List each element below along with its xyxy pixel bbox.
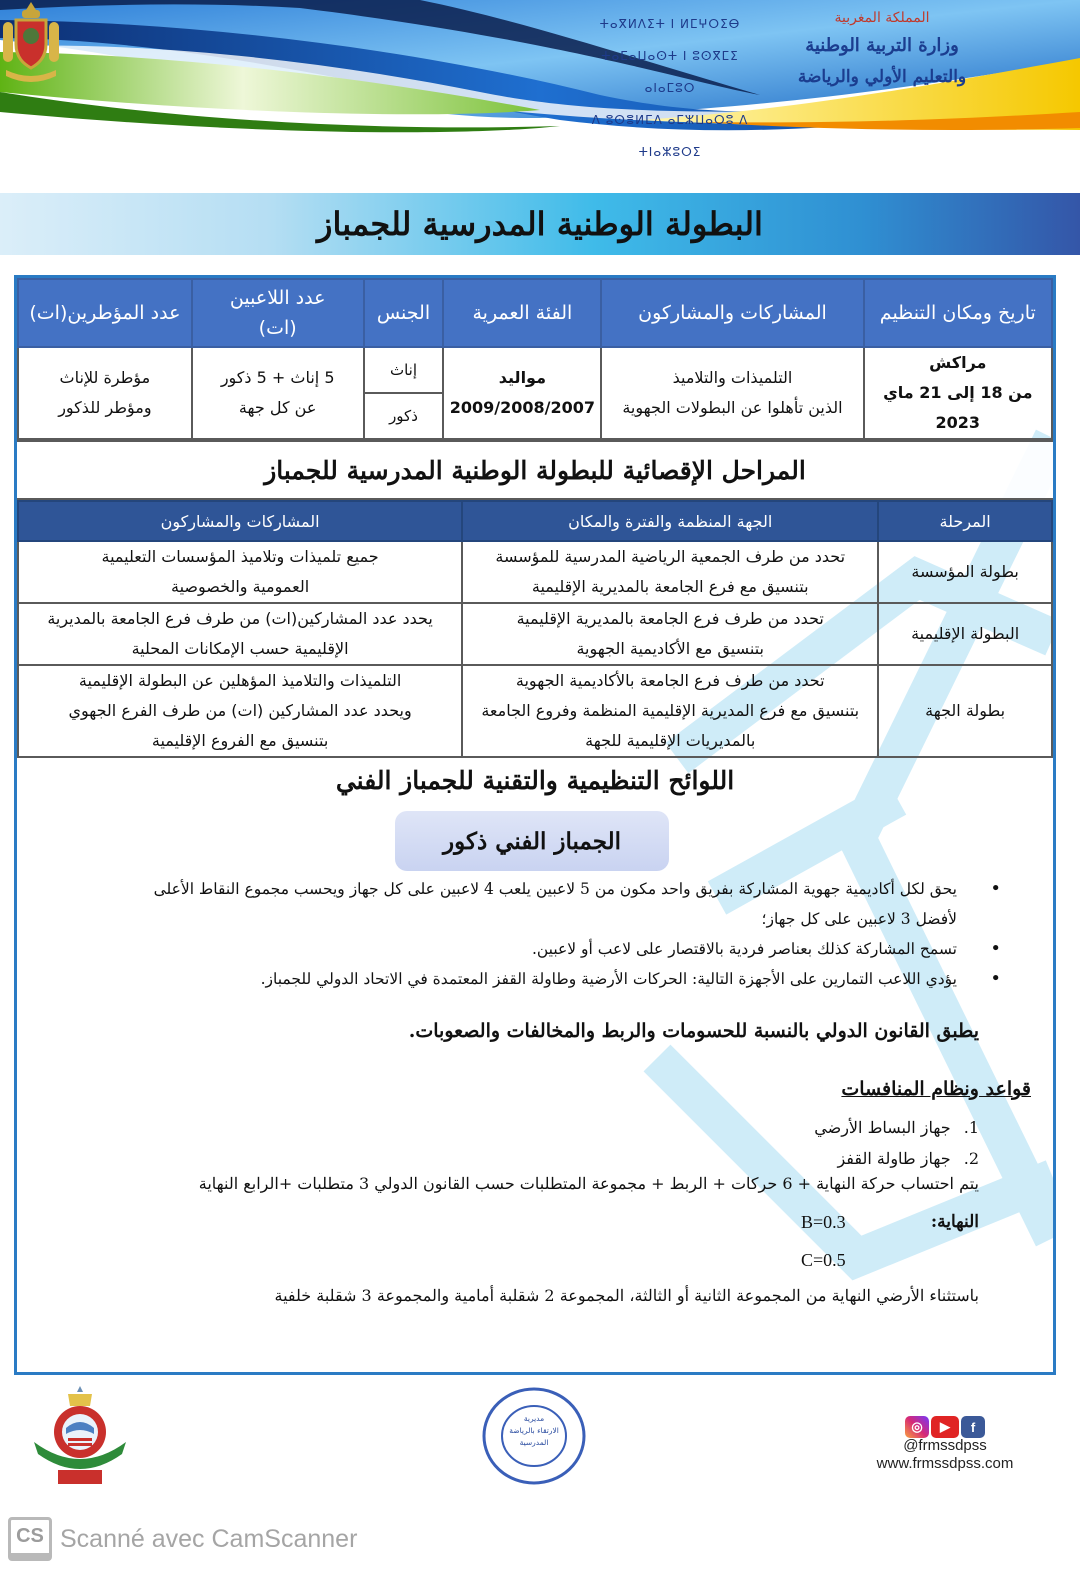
stage-name: البطولة الإقليمية <box>878 603 1052 665</box>
ending-label: النهاية: <box>930 1212 979 1232</box>
rules-bullet-list <box>61 874 961 994</box>
stage-participants <box>18 603 462 665</box>
rules-bullet <box>61 964 961 994</box>
apparatus-label: جهاز البساط الأرضي <box>814 1118 951 1137</box>
tifinagh-line: ⵜⴰⴳⵍⴷⵉⵜ ⵏ ⵍⵎⵖⵔⵉⴱ <box>599 17 741 31</box>
participants-line: الذين تأهلوا عن البطولات الجهوية <box>622 398 843 417</box>
stage-organizer <box>462 665 878 757</box>
tifinagh-line: ⵜⴰⵎⴰⵡⴰⵙⵜ ⵏ ⵓⵙⴳⵎⵉ ⴰⵏⴰⵎⵓⵔ <box>601 49 739 95</box>
participants-line: العمومية والخصوصية <box>171 577 310 596</box>
apparatus-label: جهاز طاولة القفز <box>837 1149 951 1168</box>
youtube-icon[interactable]: ▶ <box>931 1416 959 1438</box>
camscanner-logo-icon: CS <box>8 1517 52 1561</box>
social-block <box>870 1416 1020 1474</box>
table-row <box>18 347 1052 393</box>
stage-organizer <box>462 541 878 603</box>
instagram-icon[interactable]: ◎ <box>905 1416 929 1438</box>
ministry-name-tifinagh <box>590 8 750 168</box>
rules-subtitle-badge: الجمباز الفني ذكور <box>395 811 669 871</box>
website-link[interactable]: www.frmssdpss.com <box>876 1455 1014 1472</box>
info-table <box>17 278 1053 440</box>
morocco-coat-of-arms-icon <box>0 0 62 84</box>
date-text: من 18 إلى 21 ماي 2023 <box>883 383 1033 432</box>
stage-name: بطولة الجهة <box>878 665 1052 757</box>
players-line: عن كل جهة <box>238 398 317 417</box>
cell-gender-male: ذكور <box>364 393 444 439</box>
participants-line: يحدد عدد المشاركين(ات) من طرف فرع الجامعة بالمديرية <box>47 609 433 628</box>
col-header-age-group: الفئة العمرية <box>443 279 601 347</box>
stage-organizer <box>462 603 878 665</box>
international-law-note: يطبق القانون الدولي بالنسبة للحسومات والربط والمخالفات والصعوبات. <box>408 1020 979 1042</box>
apparatus-item <box>814 1143 979 1174</box>
col-header-stage: المرحلة <box>878 501 1052 541</box>
organizer-line: تحدد من طرف فرع الجامعة بالمديرية الإقليمية <box>516 609 824 628</box>
table-row <box>18 603 1052 665</box>
organizer-line: بتنسيق مع الأكاديمية الجهوية <box>576 639 764 658</box>
bullet-line: • يؤدي اللاعب التمارين على الأجهزة التالية: الحركات الأرضية وطاولة القفز المعتمدة في الاتحاد الدولي للجمباز. <box>260 970 957 988</box>
social-icons <box>870 1416 1020 1438</box>
page-title: البطولة الوطنية المدرسية للجمباز <box>317 205 763 243</box>
col-header-participants: المشاركات والمشاركون <box>601 279 863 347</box>
col-header-players: عدد اللاعبين (ات) <box>192 279 364 347</box>
apparatus-list <box>814 1112 979 1174</box>
info-table-header-row <box>18 279 1052 347</box>
seal-line: المدرسية <box>519 1438 549 1447</box>
bullet-line: • تسمح المشاركة كذلك بعناصر فردية بالاقتصار على لاعب أو لاعبين. <box>531 940 957 958</box>
stages-table <box>17 500 1053 758</box>
rules-bullet <box>61 874 961 934</box>
table-row <box>18 665 1052 757</box>
apparatus-number: 1. <box>963 1118 979 1137</box>
participants-line: التلميذات والتلاميذ المؤهلين عن البطولة الإقليمية <box>78 671 402 690</box>
apparatus-number: 2. <box>963 1149 979 1168</box>
table-row <box>18 541 1052 603</box>
directorate-seal <box>480 1385 588 1487</box>
federation-emblem-logo <box>30 1384 130 1488</box>
seal-text <box>502 1413 566 1449</box>
participants-line: ويحدد عدد المشاركين (ات) من طرف الفرع الجهوي <box>68 701 412 720</box>
ministry-name-arabic <box>792 6 972 92</box>
camscanner-watermark <box>8 1517 357 1561</box>
col-header-organizer: الجهة المنظمة والفترة والمكان <box>462 501 878 541</box>
city-text: مراكش <box>929 353 987 372</box>
cell-participants <box>601 347 863 439</box>
organizer-line: تحدد من طرف الجمعية الرياضية المدرسية للمؤسسة <box>495 547 846 566</box>
rules-bullet <box>61 934 961 964</box>
organizer-line: تحدد من طرف فرع الجامعة بالأكاديمية الجهوية <box>515 671 825 690</box>
social-handle[interactable]: @frmssdpss <box>903 1437 987 1454</box>
ending-value-c: C=0.5 <box>801 1250 846 1270</box>
seal-line: الارتقاء بالرياضة <box>509 1426 559 1435</box>
col-header-date-place: تاريخ ومكان التنظيم <box>864 279 1052 347</box>
birth-years: 2009/2008/2007 <box>449 398 596 417</box>
participants-line: التلميذات والتلاميذ <box>672 368 793 387</box>
stage-name: بطولة المؤسسة <box>878 541 1052 603</box>
organizer-line: بتنسيق مع فرع المديرية الإقليمية المنظمة وفروع الجامعة <box>481 701 860 720</box>
bullet-line: • يحق لكل أكاديمية جهوية المشاركة بفريق واحد مكون من 5 لاعبين يلعب 4 لاعبين على كل جهاز ويحسب مجموع النقاط الأعلى <box>153 880 957 898</box>
participants-line: الإقليمية حسب الإمكانات المحلية <box>131 639 349 658</box>
cell-age-group <box>443 347 601 439</box>
cell-coaches <box>18 347 192 439</box>
header-banner <box>0 0 1080 190</box>
participants-line: بتنسيق مع الفروع الإقليمية <box>151 731 329 750</box>
kingdom-label: المملكة المغربية <box>834 10 930 26</box>
cell-players <box>192 347 364 439</box>
cell-date-place <box>864 347 1052 439</box>
age-label: مواليد <box>498 368 546 387</box>
coaches-line: مؤطرة للإناث <box>59 368 151 387</box>
stages-header-row <box>18 501 1052 541</box>
ministry-label-2: والتعليم الأولي والرياضة <box>797 67 967 87</box>
players-line: 5 إناث + 5 ذكور <box>220 368 335 387</box>
col-header-stage-participants: المشاركات والمشاركون <box>18 501 462 541</box>
title-band <box>0 193 1080 255</box>
stages-title: المراحل الإقصائية للبطولة الوطنية المدرسية للجمباز <box>17 440 1053 500</box>
camscanner-text: Scanné avec CamScanner <box>60 1524 358 1553</box>
scoring-calculation: يتم احتساب حركة النهاية + 6 حركات + الربط + مجموعة المتطلبات حسب القانون الدولي 3 متطلبات +الرابع النهاية <box>198 1174 979 1193</box>
seal-line: مديرية <box>523 1414 545 1423</box>
competition-rules-heading: قواعد ونظام المنافسات <box>841 1078 1031 1100</box>
ministry-label: وزارة التربية الوطنية <box>805 35 959 56</box>
col-header-coaches: عدد المؤطرين(ات) <box>18 279 192 347</box>
ending-value-b: B=0.3 <box>801 1212 846 1232</box>
floor-exception-note: باستثناء الأرضي النهاية من المجموعة الثانية أو الثالثة، المجموعة 2 شقلبة أمامية والمجموعة 3 شقلبة خلفية <box>274 1286 979 1305</box>
coaches-line: ومؤطر للذكور <box>58 398 152 417</box>
tifinagh-line: ⴷ ⵓⵙⴻⵍⵎⴷ ⴰⵎⵣⵡⴰⵔⵓ ⴷ ⵜⵏⴰⵣⵓⵔⵉ <box>591 113 749 159</box>
organizer-line: بالمديريات الإقليمية للجهة <box>585 731 756 750</box>
rules-title: اللوائح التنظيمية والتقنية للجمباز الفني <box>335 766 735 795</box>
cell-gender-female: إناث <box>364 347 444 393</box>
participants-line: جميع تلميذات وتلاميذ المؤسسات التعليمية <box>101 547 379 566</box>
bullet-line: لأفضل 3 لاعبين على كل جهاز؛ <box>761 910 957 928</box>
apparatus-item <box>814 1112 979 1143</box>
stage-participants <box>18 665 462 757</box>
facebook-icon[interactable]: f <box>961 1416 985 1438</box>
col-header-gender: الجنس <box>364 279 444 347</box>
stage-participants <box>18 541 462 603</box>
organizer-line: بتنسيق مع فرع الجامعة بالمديرية الإقليمية <box>531 577 809 596</box>
document-frame <box>14 275 1056 1375</box>
